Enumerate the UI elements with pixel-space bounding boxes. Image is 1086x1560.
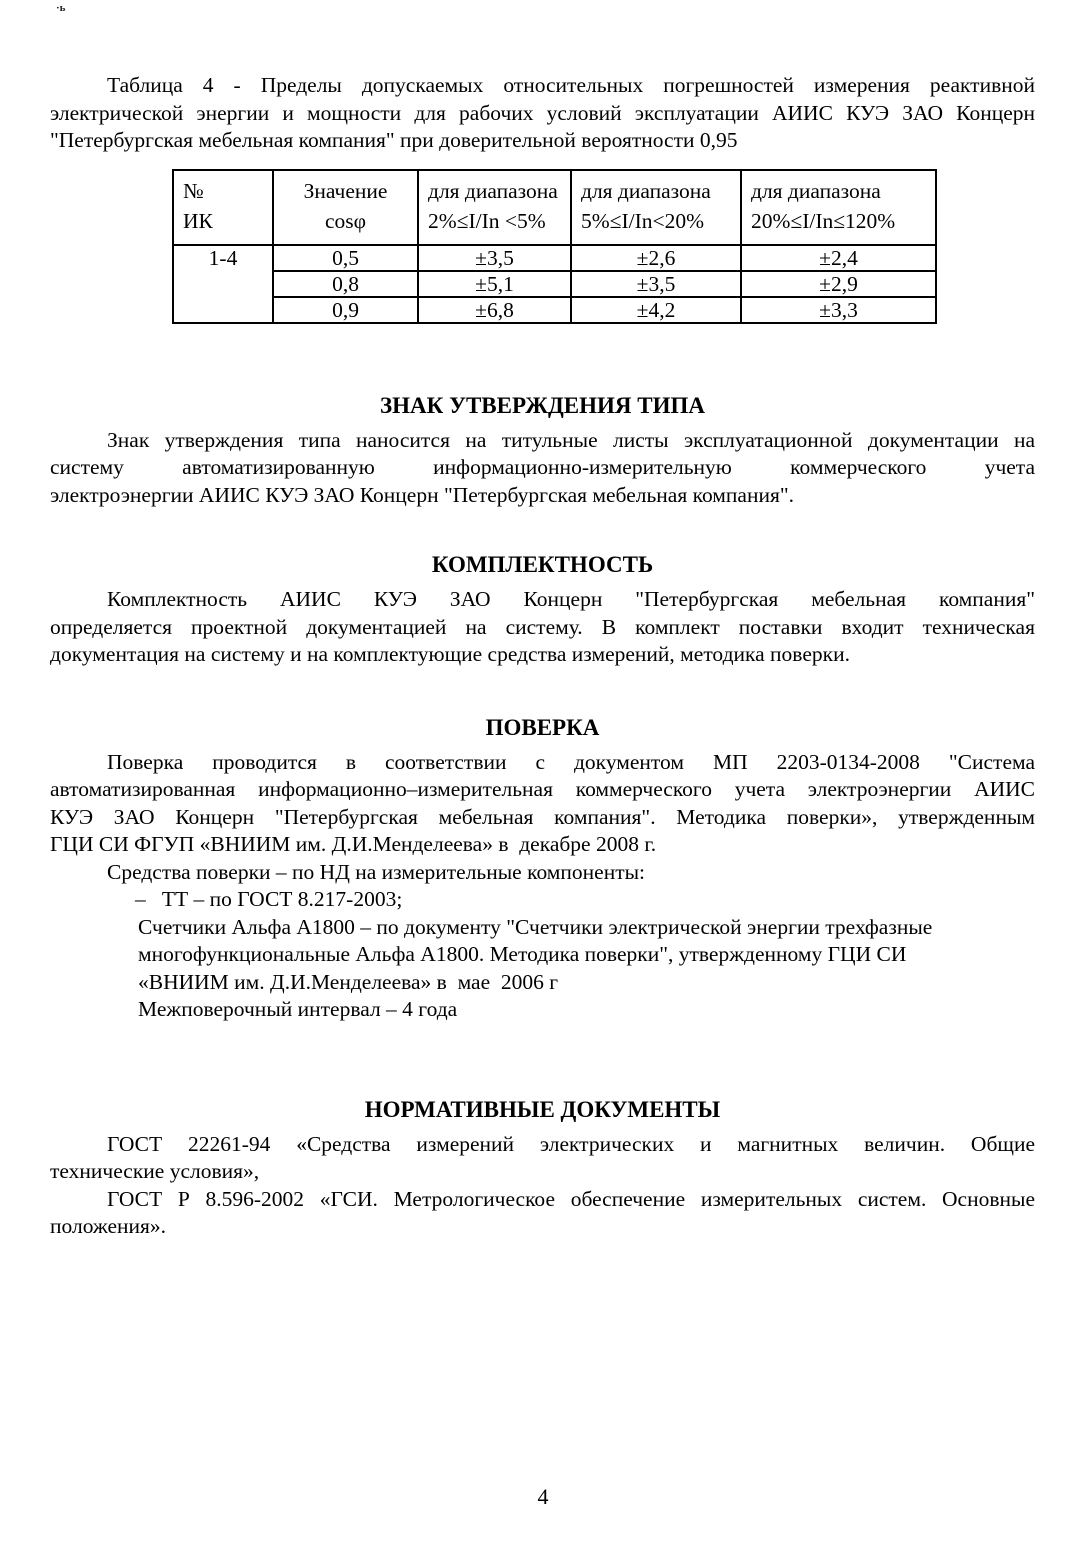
normative-paragraph-1 [50,1131,1035,1186]
paragraph-line: Поверка проводится в соответствии с документом МП 2203-0134-2008 "Система [107,749,1035,774]
paragraph-line: Комплектность АИИС КУЭ ЗАО Концерн "Петербургская мебельная компания" [107,587,1035,611]
scan-artifact-mark: ·ь [56,2,66,14]
header-range-3 [741,170,936,245]
cell-cosphi: 0,5 [273,245,418,271]
error-limits-table [172,169,937,324]
paragraph-line: ГОСТ Р 8.596-2002 «ГСИ. Метрологическое обеспечение измерительных систем. Основные [107,1186,1035,1211]
table-header [173,170,936,245]
cell-error: ±2,6 [571,245,741,271]
paragraph-line: автоматизированная информационно–измерительная коммерческого учета электроэнергии АИИС [50,777,1035,801]
cell-error: ±2,9 [741,271,936,297]
cell-error: ±6,8 [418,297,571,323]
paragraph-line: электроэнергии АИИС КУЭ ЗАО Концерн "Петербургская мебельная компания". [50,482,795,507]
verification-item-tt: – ТТ – по ГОСТ 8.217-2003; [135,887,403,911]
header-range-1 [418,170,571,245]
header-range-2-line-1: для диапазона [581,178,711,203]
header-cosphi-line-2: cosφ [324,208,367,233]
header-ik-number [173,170,273,245]
header-cosphi-line-1: Значение [303,178,388,203]
page-number: 4 [537,1484,549,1509]
table-row [173,271,936,297]
paragraph-line: КУЭ ЗАО Концерн "Петербургская мебельная компания". Методика поверки», утвержденным [50,804,1035,829]
paragraph-line: определяется проектной документацией на систему. В комплект поставки входит техническая [50,614,1035,639]
verification-paragraph [50,749,1035,1024]
paragraph-line: технические условия», [50,1159,260,1183]
cell-error: ±5,1 [418,271,571,297]
cell-cosphi: 0,8 [273,271,418,297]
normative-paragraph-2 [50,1186,1035,1241]
table-body [173,245,936,323]
cell-error: ±3,5 [571,271,741,297]
table-caption [50,72,1035,155]
header-range-1-line-2: 2%≤I/In <5% [428,208,546,233]
paragraph-line: систему автоматизированную информационно-измерительную коммерческого учета [50,455,1035,479]
paragraph-line: ГОСТ 22261-94 «Средства измерений электрических и магнитных величин. Общие [107,1131,1035,1156]
caption-line-3: "Петербургская мебельная компания" при доверительной вероятности 0,95 [50,128,738,152]
table-row [173,297,936,323]
caption-line-1: Таблица 4 - Пределы допускаемых относительных погрешностей измерения реактивной [107,73,1035,97]
verification-item-meters-line-2: многофункциональные Альфа А1800. Методика поверки", утвержденному ГЦИ СИ [138,942,907,966]
paragraph-line: положения». [50,1214,167,1238]
verification-interval-line: Межповерочный интервал – 4 года [138,997,458,1021]
cell-error: ±3,3 [741,297,936,323]
verification-item-meters-line-3: «ВНИИМ им. Д.И.Менделеева» в мае 2006 г [138,969,559,994]
cell-error: ±2,4 [741,245,936,271]
header-range-2 [571,170,741,245]
header-cosphi [273,170,418,245]
section-heading-normative-documents: НОРМАТИВНЫЕ ДОКУМЕНТЫ [364,1096,721,1122]
header-ik-line-2: ИК [183,208,213,233]
table-header-row [173,170,936,245]
verification-item-meters-line-1: Счетчики Альфа А1800 – по документу "Счетчики электрической энергии трехфазные [138,914,933,939]
type-approval-paragraph [50,427,1035,510]
section-heading-type-approval: ЗНАК УТВЕРЖДЕНИЯ ТИПА [380,392,705,418]
section-heading-completeness: КОМПЛЕКТНОСТЬ [431,552,654,577]
cell-ik-range: 1-4 [173,245,273,323]
header-ik-line-1: № [183,178,204,203]
table-row [173,245,936,271]
cell-error: ±4,2 [571,297,741,323]
document-content [0,72,1086,1241]
header-range-1-line-1: для диапазона [428,178,558,203]
paragraph-line: ГЦИ СИ ФГУП «ВНИИМ им. Д.И.Менделеева» в декабре 2008 г. [50,832,657,856]
header-range-3-line-2: 20%≤I/In≤120% [751,208,896,233]
caption-line-2: электрической энергии и мощности для рабочих условий эксплуатации АИИС КУЭ ЗАО Концерн [50,100,1035,125]
paragraph-line: Знак утверждения типа наносится на титульные листы эксплуатационной документации на [107,427,1035,452]
paragraph-line: документация на систему и на комплектующие средства измерений, методика поверки. [50,642,850,666]
verification-means-line: Средства поверки – по НД на измерительные компоненты: [107,859,646,884]
cell-cosphi: 0,9 [273,297,418,323]
header-range-2-line-2: 5%≤I/In<20% [581,208,705,233]
cell-error: ±3,5 [418,245,571,271]
section-heading-verification: ПОВЕРКА [485,714,600,740]
completeness-paragraph [50,586,1035,669]
header-range-3-line-1: для диапазона [751,178,881,203]
